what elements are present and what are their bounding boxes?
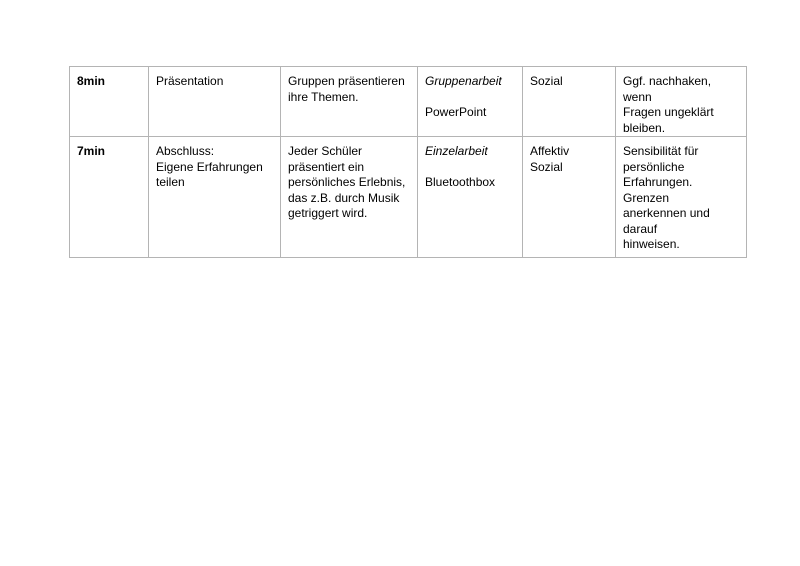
lesson-plan-table xyxy=(69,66,747,258)
media-text: Bluetoothbox xyxy=(425,175,496,189)
goal-text: Sozial xyxy=(530,74,563,88)
note-text: Fragen ungeklärt xyxy=(623,105,714,119)
time-cell xyxy=(70,137,149,258)
goal-cell xyxy=(523,67,616,137)
social-form-text: Gruppenarbeit xyxy=(425,74,502,88)
note-text: hinweisen. xyxy=(623,237,680,251)
note-text: Erfahrungen. Grenzen xyxy=(623,175,696,205)
content-cell xyxy=(281,137,418,258)
table-row xyxy=(70,67,747,137)
goal-cell xyxy=(523,137,616,258)
content-text: ihre Themen. xyxy=(288,89,359,104)
phase-text: Präsentation xyxy=(156,74,224,88)
content-text: getriggert wird. xyxy=(288,206,368,220)
content-cell xyxy=(281,67,418,137)
time-text: 8min xyxy=(77,74,106,88)
note-text: bleiben. xyxy=(623,120,666,135)
content-text: präsentiert ein xyxy=(288,159,365,174)
content-text: persönliches Erlebnis, xyxy=(288,175,406,189)
content-text: Jeder Schüler xyxy=(288,144,363,158)
note-text: Sensibilität für xyxy=(623,144,699,158)
note-text: persönliche xyxy=(623,159,685,174)
content-text: das z.B. durch Musik xyxy=(288,190,400,205)
goal-text: Sozial xyxy=(530,159,563,174)
note-cell xyxy=(616,137,747,258)
note-text: Ggf. nachhaken, wenn xyxy=(623,74,715,104)
content-text: Gruppen präsentieren xyxy=(288,74,405,88)
phase-cell xyxy=(149,67,281,137)
time-text: 7min xyxy=(77,144,106,158)
note-text: anerkennen und darauf xyxy=(623,206,714,236)
phase-text: Eigene Erfahrungen xyxy=(156,159,263,174)
media-text: PowerPoint xyxy=(425,105,487,119)
method-cell xyxy=(418,137,523,258)
table-row xyxy=(70,137,747,258)
phase-text: Abschluss: xyxy=(156,144,215,158)
note-cell xyxy=(616,67,747,137)
time-cell xyxy=(70,67,149,137)
phase-cell xyxy=(149,137,281,258)
method-cell xyxy=(418,67,523,137)
social-form-text: Einzelarbeit xyxy=(425,144,488,158)
phase-text: teilen xyxy=(156,175,185,189)
goal-text: Affektiv xyxy=(530,144,570,158)
